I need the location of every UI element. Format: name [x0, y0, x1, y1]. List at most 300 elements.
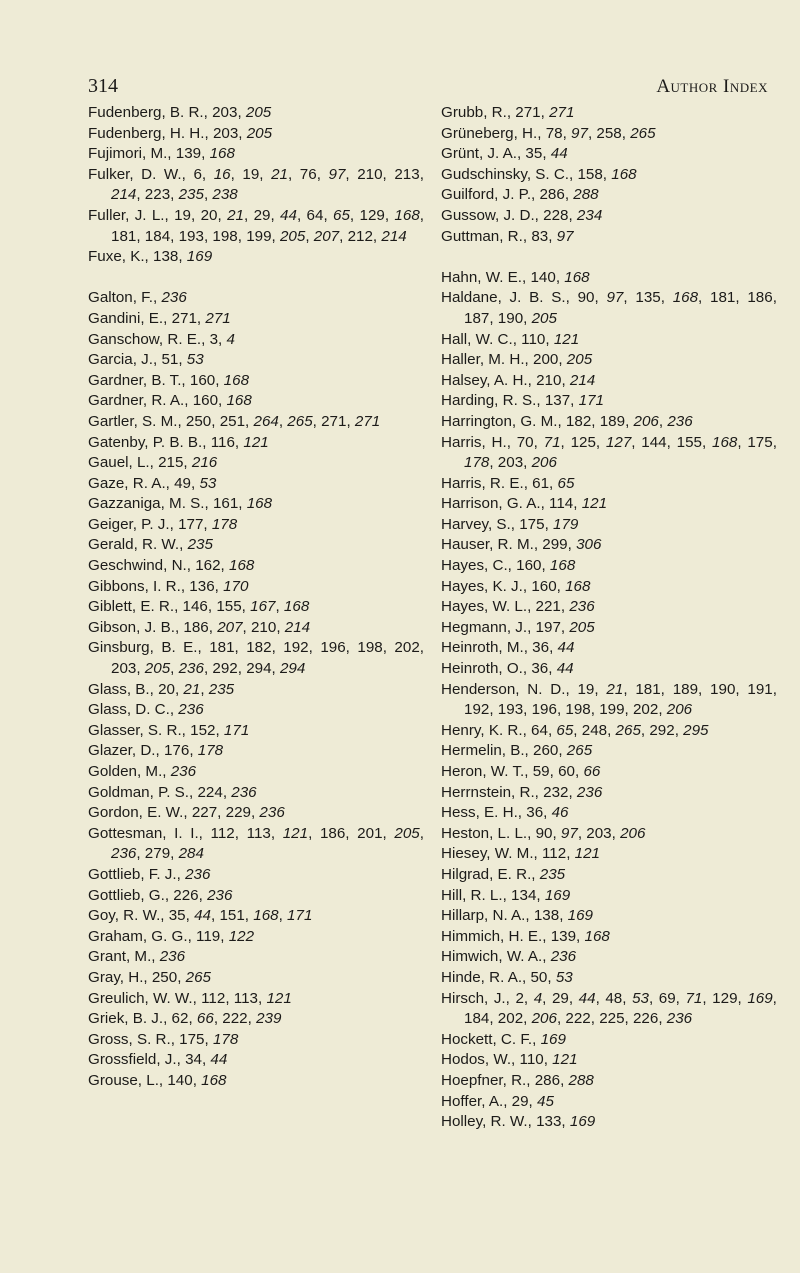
index-entry: Geschwind, N., 162, 168 [88, 557, 255, 575]
page-ref-italic: 205 [245, 104, 272, 121]
page-ref: 36 [532, 639, 550, 657]
index-entry: Hayes, K. J., 160, 168 [441, 577, 591, 595]
page-ref-italic: 207 [313, 227, 340, 245]
author-name: Hahn, W. E., [441, 268, 531, 286]
index-entry: Heron, W. T., 59, 60, 66 [441, 763, 601, 780]
page-ref: 160 [516, 557, 542, 575]
index-entry: Gauel, L., 215, 216 [88, 454, 218, 472]
author-name: Griek, B. J., [88, 1010, 172, 1028]
index-entry: Harvey, S., 175, 179 [441, 515, 579, 533]
page-ref: 19 [174, 206, 192, 224]
page-ref-italic: 206 [666, 701, 693, 719]
page-ref-italic: 65 [333, 206, 350, 224]
page-ref-italic: 16 [213, 165, 231, 183]
author-name: Hockett, C. F., [441, 1030, 541, 1048]
author-name: Himmich, H. E., [441, 927, 551, 945]
page-ref-italic: 236 [259, 804, 285, 822]
page-ref: 184 [464, 1010, 490, 1028]
page-ref: 133 [536, 1113, 562, 1131]
author-name: Heston, L. L., [441, 824, 536, 842]
author-name: Hauser, R. M., [441, 536, 543, 554]
author-name: Henry, K. R., [441, 721, 532, 739]
page-ref-italic: 235 [208, 680, 235, 698]
page-ref: 140 [530, 268, 556, 286]
page-ref-italic: 179 [553, 515, 579, 533]
page-ref-italic: 71 [543, 433, 561, 451]
author-name: Glass, B., [88, 680, 159, 698]
page-ref-italic: 122 [228, 927, 255, 945]
index-entry: Hillarp, N. A., 138, 169 [441, 907, 593, 925]
index-entry [88, 288, 424, 309]
page-ref: 138 [153, 248, 179, 266]
page-ref: 59 [532, 763, 550, 780]
page-ref: 213 [394, 165, 420, 183]
author-name: Fujimori, M., [88, 145, 176, 163]
author-name: Heron, W. T., [441, 763, 533, 780]
page-ref-italic: 168 [229, 557, 255, 575]
page-ref-italic: 235 [178, 186, 204, 204]
page-ref-italic: 178 [212, 1030, 239, 1048]
author-name: Goldman, P. S., [88, 783, 198, 801]
page-ref: 35 [525, 145, 543, 163]
author-name: Hoffer, A., [441, 1092, 512, 1110]
page-ref-italic: 236 [667, 412, 693, 430]
index-entry: Hodos, W., 110, 121 [441, 1051, 578, 1069]
page-ref: 198 [212, 227, 238, 245]
page-ref-italic: 214 [111, 186, 137, 204]
page-ref: 271 [515, 104, 541, 121]
index-entry: Guttman, R., 83, 97 [441, 227, 574, 245]
index-entry: Henry, K. R., 64, 65, 248, 265, 292, 295 [441, 721, 709, 739]
author-name: Hodos, W., [441, 1051, 520, 1069]
author-name: Himwich, W. A., [441, 948, 551, 966]
author-name: Hayes, W. L., [441, 598, 536, 616]
page-ref: 6 [193, 165, 202, 183]
index-entry: Glasser, S. R., 152, 171 [88, 721, 250, 739]
page-ref-italic: 169 [569, 1113, 596, 1131]
page-ref-italic: 168 [201, 1071, 227, 1089]
index-entry: Harrington, G. M., 182, 189, 206, 236 [441, 412, 693, 430]
author-name: Harrington, G. M., [441, 412, 566, 430]
index-entry: Gazzaniga, M. S., 161, 168 [88, 495, 273, 513]
page-ref: 193 [178, 227, 204, 245]
page-ref-italic: 170 [223, 577, 249, 595]
page-ref: 229 [225, 804, 251, 822]
index-entry: Gartler, S. M., 250, 251, 264, 265, 271, 271 [88, 412, 381, 430]
index-entry: Hoepfner, R., 286, 288 [441, 1071, 594, 1089]
page-ref: 160 [192, 392, 219, 410]
page-ref-italic: 44 [280, 206, 297, 224]
page-ref-italic: 121 [574, 845, 600, 863]
page-ref: 232 [543, 783, 569, 801]
page-ref-italic: 65 [556, 721, 574, 739]
page-ref: 158 [577, 165, 603, 183]
page-ref-italic: 169 [544, 886, 571, 904]
page-ref-italic: 205 [566, 351, 593, 369]
index-entry: Hirsch, J., 2, 4, 29, 44, 48, 53, 69, 71, 129, 169, 184, 202, 206, 222, 225, 226, 236 [441, 989, 777, 1028]
author-name: Fudenberg, H. H., [88, 124, 213, 142]
index-entry [88, 947, 424, 968]
page-ref: 186 [747, 289, 773, 307]
author-name: Hirsch, J., [441, 989, 516, 1007]
page-ref-italic: 236 [170, 763, 197, 780]
page-ref: 258 [596, 124, 622, 142]
author-name: Gauel, L., [88, 454, 159, 472]
author-name: Grant, M., [88, 948, 160, 966]
index-entry: Gardner, B. T., 160, 168 [88, 371, 250, 389]
page-ref: 193 [497, 701, 524, 719]
page-ref-italic: 178 [197, 742, 224, 760]
page-ref-italic: 168 [253, 907, 279, 925]
page-ref-italic: 295 [683, 721, 709, 739]
author-name: Gartler, S. M., [88, 412, 186, 430]
page-ref: 129 [712, 989, 738, 1007]
author-name: Heinroth, O., [441, 660, 532, 678]
page-ref-italic: 4 [533, 989, 543, 1007]
author-name: Gottlieb, F. J., [88, 865, 186, 883]
index-entry: Grüneberg, H., 78, 97, 258, 265 [441, 124, 656, 142]
page-ref-italic: 169 [567, 907, 593, 925]
author-name: Haller, M. H., [441, 351, 533, 369]
index-entry: Heinroth, M., 36, 44 [441, 639, 575, 657]
page-ref-italic: 205 [394, 824, 420, 842]
page-ref: 151 [219, 907, 245, 925]
page-ref: 175 [519, 515, 545, 533]
author-name: Gibson, J. B., [88, 618, 184, 636]
page-ref: 202 [632, 701, 659, 719]
index-entry: Giblett, E. R., 146, 155, 167, 168 [88, 598, 310, 616]
page-ref-italic: 168 [549, 557, 576, 575]
page-ref-italic: 71 [685, 989, 703, 1007]
index-entry: Harding, R. S., 137, 171 [441, 392, 604, 410]
page-ref: 182 [246, 639, 272, 657]
index-entry: Goldman, P. S., 224, 236 [88, 783, 257, 801]
page-ref-italic: 236 [569, 598, 595, 616]
index-entry: Gandini, E., 271, 271 [88, 309, 231, 327]
index-entry: Hall, W. C., 110, 121 [441, 330, 580, 348]
page-ref: 189 [599, 412, 626, 430]
index-entry [441, 1030, 777, 1051]
page-ref-italic: 44 [578, 989, 596, 1007]
page-ref-italic: 21 [227, 206, 244, 224]
author-name: Grüneberg, H., [441, 124, 546, 142]
author-name: Giblett, E. R., [88, 598, 183, 616]
page-ref: 134 [511, 886, 537, 904]
page-ref: 137 [544, 392, 571, 410]
author-name: Graham, G. G., [88, 927, 197, 945]
author-name: Gardner, R. A., [88, 392, 193, 410]
page-ref-italic: 168 [394, 206, 420, 224]
page-ref-italic: 206 [531, 454, 557, 472]
page-ref: 135 [635, 289, 661, 307]
author-name: Gazzaniga, M. S., [88, 495, 213, 513]
author-name: Hilgrad, E. R., [441, 865, 540, 883]
page-ref: 197 [535, 618, 561, 636]
page-ref-italic: 216 [191, 454, 218, 472]
index-entry: Hegmann, J., 197, 205 [441, 618, 595, 636]
page-ref: 110 [521, 330, 546, 348]
index-entry: Grünt, J. A., 35, 44 [441, 145, 568, 163]
page-ref-italic: 44 [210, 1051, 228, 1069]
page-ref-italic: 44 [194, 907, 211, 925]
index-entry: Gardner, R. A., 160, 168 [88, 392, 252, 410]
page-ref: 190 [710, 680, 736, 698]
page-ref: 203 [111, 660, 137, 678]
author-name: Grossfield, J., [88, 1051, 186, 1069]
page-ref-italic: 121 [243, 433, 269, 451]
page-ref: 19 [242, 165, 260, 183]
page-ref: 198 [565, 701, 591, 719]
page-ref-italic: 235 [539, 865, 566, 883]
page-ref: 196 [531, 701, 557, 719]
page-ref: 202 [497, 1010, 524, 1028]
author-name: Galton, F., [88, 289, 162, 307]
page-ref: 227 [191, 804, 218, 822]
author-name: Guilford, J. P., [441, 186, 540, 204]
author-name: Hegmann, J., [441, 618, 536, 636]
page-ref-italic: 271 [205, 309, 231, 327]
page-ref: 2 [515, 989, 524, 1007]
index-entry: Harrison, G. A., 114, 121 [441, 495, 608, 513]
page-ref: 203 [497, 454, 524, 472]
page-ref: 139 [175, 145, 202, 163]
page-ref-italic: 205 [279, 227, 306, 245]
page-ref: 248 [581, 721, 608, 739]
index-entry: Goy, R. W., 35, 44, 151, 168, 171 [88, 907, 313, 925]
page-ref-italic: 206 [620, 824, 646, 842]
page-ref-italic: 236 [231, 783, 257, 801]
page-ref: 250 [151, 968, 178, 986]
page-ref-italic: 168 [712, 433, 738, 451]
page-ref-italic: 236 [111, 845, 137, 863]
index-entry: Gussow, J. D., 228, 234 [441, 206, 603, 224]
page-ref-italic: 46 [551, 804, 569, 822]
page-ref: 223 [144, 186, 171, 204]
index-entry: Hermelin, B., 260, 265 [441, 742, 593, 760]
page-ref: 292 [212, 660, 238, 678]
index-entry: Himmich, H. E., 139, 168 [441, 927, 610, 945]
page-ref: 203 [586, 824, 612, 842]
author-name: Heinroth, M., [441, 639, 533, 657]
page-ref-italic: 214 [284, 618, 311, 636]
page-ref-italic: 168 [672, 289, 699, 307]
page-ref: 187 [464, 309, 490, 327]
page-ref: 90 [577, 289, 595, 307]
page-ref: 181 [635, 680, 661, 698]
author-name: Grünt, J. A., [441, 145, 526, 163]
page-ref: 292 [649, 721, 675, 739]
index-entry: Griek, B. J., 62, 66, 222, 239 [88, 1010, 282, 1028]
page-ref-italic: 294 [279, 660, 306, 678]
author-name: Gross, S. R., [88, 1030, 180, 1048]
index-entry: Hauser, R. M., 299, 306 [441, 536, 602, 554]
page-ref: 146 [182, 598, 208, 616]
author-name: Hoepfner, R., [441, 1071, 535, 1089]
page-ref-italic: 169 [747, 989, 773, 1007]
page-ref-italic: 66 [583, 763, 601, 780]
page-ref-italic: 97 [571, 124, 588, 142]
page-ref: 20 [158, 680, 175, 698]
page-ref-italic: 235 [187, 536, 213, 554]
author-name: Hayes, C., [441, 557, 517, 575]
page-ref: 3 [209, 330, 219, 348]
page-ref: 203 [212, 104, 238, 121]
page-ref: 181 [111, 227, 137, 245]
page-ref-italic: 271 [354, 412, 381, 430]
page-ref: 70 [516, 433, 534, 451]
page-ref-italic: 168 [283, 598, 310, 616]
page-ref: 192 [283, 639, 309, 657]
author-name: Geschwind, N., [88, 557, 196, 575]
page-ref: 20 [200, 206, 218, 224]
page-ref-italic: 121 [553, 330, 580, 348]
author-name: Hillarp, N. A., [441, 907, 534, 925]
page-ref-italic: 236 [207, 886, 233, 904]
page-ref: 203 [212, 124, 239, 142]
page-ref: 226 [632, 1010, 659, 1028]
page-ref-italic: 21 [183, 680, 201, 698]
page-ref-italic: 238 [212, 186, 238, 204]
page-ref-italic: 207 [217, 618, 243, 636]
author-name: Guttman, R., [441, 227, 532, 245]
index-entry: Greulich, W. W., 112, 113, 121 [88, 989, 292, 1007]
page-ref: 286 [539, 186, 565, 204]
page-ref-italic: 265 [630, 124, 656, 142]
index-entry: Graham, G. G., 119, 122 [88, 927, 255, 945]
page-ref: 50 [530, 968, 548, 986]
page-ref-italic: 205 [569, 618, 595, 636]
index-entry: Hoffer, A., 29, 45 [441, 1092, 554, 1110]
page-ref-italic: 66 [196, 1010, 214, 1028]
index-entry [88, 762, 424, 783]
index-entry: Fuxe, K., 138, 169 [88, 248, 213, 266]
author-name: Hill, R. L., [441, 886, 512, 904]
index-entry: Glazer, D., 176, 178 [88, 742, 224, 760]
page-ref-italic: 264 [253, 412, 279, 430]
page-ref-italic: 236 [185, 865, 211, 883]
index-entry: Halsey, A. H., 210, 214 [441, 371, 596, 389]
index-entry: Fudenberg, H. H., 203, 205 [88, 124, 273, 142]
page-ref: 181 [209, 639, 235, 657]
page-ref: 260 [533, 742, 559, 760]
index-entry [441, 865, 777, 886]
author-name: Hayes, K. J., [441, 577, 532, 595]
author-name: Glazer, D., [88, 742, 164, 760]
page-ref-italic: 121 [581, 495, 608, 513]
page-ref: 112 [210, 824, 235, 842]
page-header [88, 75, 768, 98]
page-ref: 125 [570, 433, 596, 451]
page-ref-italic: 21 [271, 165, 288, 183]
page-ref-italic: 44 [550, 145, 568, 163]
index-entry: Gordon, E. W., 227, 229, 236 [88, 804, 285, 822]
page-ref: 184 [144, 227, 171, 245]
page-ref-italic: 53 [632, 989, 649, 1007]
page-ref-italic: 45 [537, 1092, 554, 1110]
index-entry: Hill, R. L., 134, 169 [441, 886, 571, 904]
page-ref: 69 [658, 989, 676, 1007]
author-name: Glass, D. C., [88, 701, 179, 719]
page-ref-italic: 97 [606, 289, 624, 307]
author-name: Henderson, N. D., [441, 680, 578, 698]
page-ref-italic: 121 [282, 824, 309, 842]
page-ref: 210 [250, 618, 277, 636]
page-ref: 112 [541, 845, 567, 863]
index-entry: Hayes, C., 160, 168 [441, 557, 576, 575]
page-ref: 36 [531, 660, 549, 678]
page-ref: 119 [196, 927, 221, 945]
author-name: Holley, R. W., [441, 1113, 537, 1131]
page-ref: 64 [306, 206, 324, 224]
author-name: Hiesey, W. M., [441, 845, 542, 863]
page-ref: 176 [163, 742, 190, 760]
page-ref: 251 [219, 412, 246, 430]
author-name: Harris, R. E., [441, 474, 533, 492]
page-ref: 90 [535, 824, 553, 842]
index-entry: Grouse, L., 140, 168 [88, 1071, 227, 1089]
index-entry: Gross, S. R., 175, 178 [88, 1030, 239, 1048]
author-name: Gray, H., [88, 968, 152, 986]
index-entry: Heinroth, O., 36, 44 [441, 660, 574, 678]
index-entry: Gottlieb, G., 226, 236 [88, 886, 233, 904]
page-ref-italic: 168 [584, 927, 610, 945]
page-ref: 189 [672, 680, 699, 698]
author-name: Gordon, E. W., [88, 804, 192, 822]
page-ref-italic: 288 [573, 186, 599, 204]
page-ref: 113 [233, 989, 258, 1007]
page-ref: 199 [246, 227, 272, 245]
page-ref-italic: 21 [606, 680, 624, 698]
index-entry: Heston, L. L., 90, 97, 203, 206 [441, 824, 646, 842]
page-ref-italic: 306 [576, 536, 602, 554]
page-ref-italic: 271 [549, 104, 575, 121]
page-ref-italic: 44 [557, 639, 575, 657]
author-name: Greulich, W. W., [88, 989, 202, 1007]
author-name: Goy, R. W., [88, 907, 169, 925]
index-entry: Ginsburg, B. E., 181, 182, 192, 196, 198, 202, 203, 205, 236, 292, 294, 294 [88, 639, 424, 678]
page-ref-italic: 171 [578, 392, 604, 410]
page-ref-italic: 171 [287, 907, 313, 925]
page-ref-italic: 236 [159, 948, 186, 966]
index-entry: Haldane, J. B. S., 90, 97, 135, 168, 181, 186, 187, 190, 205 [441, 289, 777, 327]
page-ref: 78 [545, 124, 563, 142]
page-ref-italic: 265 [566, 742, 593, 760]
index-entry: Garcia, J., 51, 53 [88, 351, 204, 369]
page-ref: 224 [197, 783, 223, 801]
page-ref: 61 [532, 474, 550, 492]
page-ref-italic: 288 [568, 1071, 594, 1089]
index-column-right [441, 103, 777, 1133]
index-entry: Geiger, P. J., 177, 178 [88, 515, 238, 533]
page-ref-italic: 236 [178, 660, 204, 678]
author-name: Harrison, G. A., [441, 495, 550, 513]
index-entry [441, 947, 777, 968]
page-ref: 155 [216, 598, 242, 616]
page-ref: 222 [222, 1010, 248, 1028]
index-entry: Hess, E. H., 36, 46 [441, 804, 569, 822]
page-ref-italic: 168 [565, 577, 591, 595]
author-name: Gandini, E., [88, 309, 172, 327]
page-ref: 299 [542, 536, 568, 554]
index-entry: Gatenby, P. B. B., 116, 121 [88, 433, 269, 451]
author-name: Harris, H., [441, 433, 517, 451]
page-ref-italic: 236 [161, 289, 187, 307]
page-ref: 271 [171, 309, 197, 327]
index-entry: Hiesey, W. M., 112, 121 [441, 845, 600, 863]
page-ref-italic: 236 [576, 783, 603, 801]
page-ref: 29 [551, 989, 569, 1007]
page-ref: 202 [394, 639, 420, 657]
